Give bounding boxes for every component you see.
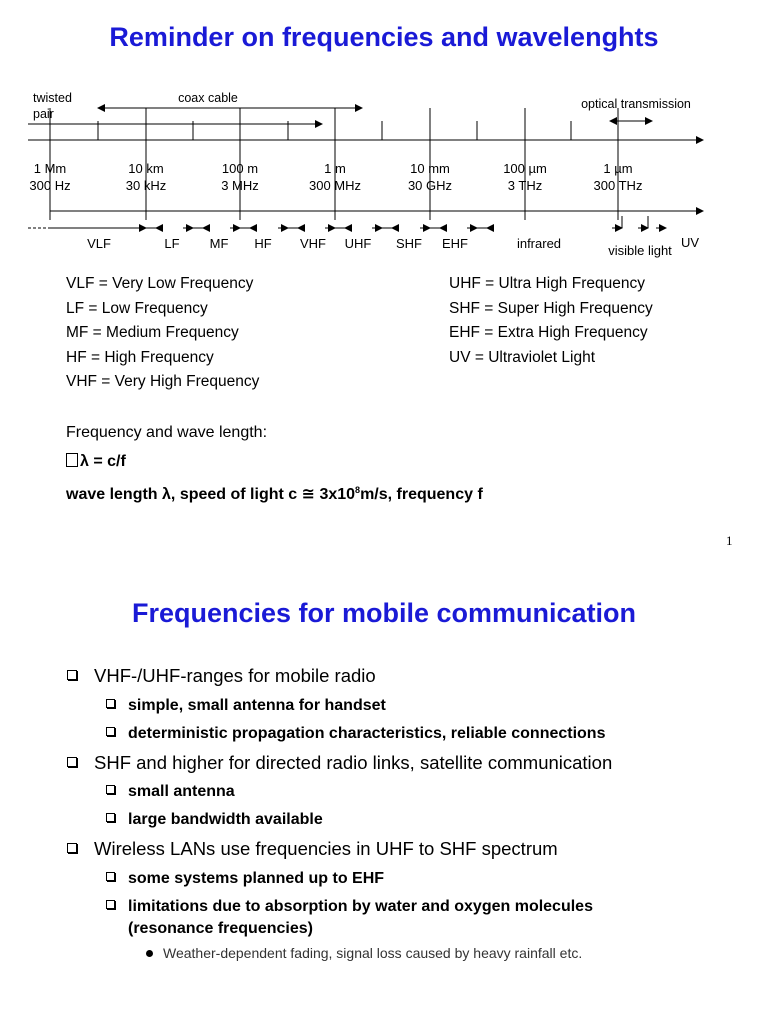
bullet-text: VHF-/UHF-ranges for mobile radio (94, 665, 376, 686)
abbreviation-item: LF = Low Frequency (66, 299, 208, 317)
band-label-uv: UV (680, 235, 700, 250)
bullet-text: deterministic propagation characteristics, reliable connections (128, 725, 606, 742)
bullet-box-icon (106, 699, 115, 708)
bullet-box-icon (106, 785, 115, 794)
tick-wavelength-label: 1 Mm (33, 161, 67, 176)
bullet-box-icon (106, 872, 115, 881)
abbreviation-list-right (449, 272, 653, 370)
tick-wavelength-label: 1 m (324, 161, 346, 176)
tick-frequency-label: 300 MHz (308, 178, 362, 193)
bullet-item-level-2 (128, 918, 313, 940)
band-label-ehf: EHF (442, 236, 468, 251)
tick-wavelength-label: 100 µm (503, 161, 547, 176)
band-label-vhf: VHF (300, 236, 326, 251)
abbreviation-item: UHF = Ultra High Frequency (449, 275, 645, 292)
abbreviation-item: SHF = Super High Frequency (449, 299, 653, 317)
optical-transmission-label: optical transmission (581, 97, 691, 111)
legend-suffix: m/s, frequency f (360, 486, 483, 503)
bullet-text: Weather-dependent fading, signal loss caused by heavy rainfall etc. (163, 945, 583, 961)
abbreviation-item: HF = High Frequency (66, 348, 214, 366)
bullet-text: SHF and higher for directed radio links, satellite communication (94, 752, 613, 773)
abbreviation-item: MF = Medium Frequency (66, 324, 239, 341)
bullet-box-icon (67, 843, 77, 853)
bullet-text: simple, small antenna for handset (128, 697, 386, 714)
bullet-text: small antenna (128, 783, 235, 800)
bullet-text: (resonance frequencies) (128, 920, 313, 937)
frequency-spectrum-diagram (0, 80, 768, 270)
bullet-box-icon (106, 813, 115, 822)
bullet-item-level-2 (128, 723, 605, 745)
tick-frequency-label: 300 THz (593, 178, 643, 193)
bullet-box-icon (106, 900, 115, 909)
bullet-box-icon (67, 670, 77, 680)
band-label-visible-light: visible light (608, 243, 672, 258)
missing-glyph-box-icon (66, 453, 78, 467)
tick-frequency-label: 30 kHz (125, 178, 167, 193)
legend-exponent: 8 (355, 485, 361, 495)
band-label-hf: HF (254, 236, 272, 251)
bullet-item-level-2 (128, 896, 593, 918)
tick-wavelength-label: 10 km (128, 161, 164, 176)
formula-heading: Frequency and wave length: (66, 424, 268, 441)
bullet-text: limitations due to absorption by water and oxygen molecules (128, 898, 593, 915)
tick-wavelength-label: 10 mm (410, 161, 450, 176)
equation-text: λ = c/f (80, 453, 126, 470)
tick-frequency-label: 3 MHz (221, 178, 259, 193)
bullet-item-level-2 (128, 695, 386, 717)
bullet-box-icon (106, 727, 115, 736)
bullet-item-level-2 (128, 781, 235, 803)
bullet-item-level-1 (94, 752, 612, 774)
bullet-text: large bandwidth available (128, 811, 323, 828)
twisted-pair-label: twisted (33, 91, 72, 105)
tick-wavelength-label: 1 µm (603, 161, 633, 176)
bullet-item-level-1 (94, 838, 558, 860)
band-label-infrared: infrared (516, 236, 562, 251)
tick-wavelength-label: 100 m (221, 161, 259, 176)
bullet-dot-icon (146, 950, 153, 957)
bullet-item-level-2 (128, 809, 323, 831)
formula-equation (66, 453, 126, 471)
coax-cable-label: coax cable (178, 91, 238, 105)
abbreviation-item: VLF = Very Low Frequency (66, 275, 254, 292)
band-label-lf: LF (164, 236, 180, 251)
bullet-item-level-1 (94, 665, 376, 687)
slide2-title: Frequencies for mobile communication (131, 598, 637, 628)
band-label-vlf: VLF (87, 236, 111, 251)
slide1-title: Reminder on frequencies and wavelenghts (109, 22, 659, 52)
tick-frequency-label: 300 Hz (29, 178, 71, 193)
formula-legend (66, 484, 483, 504)
bullet-text: Wireless LANs use frequencies in UHF to SHF spectrum (94, 838, 558, 859)
bullet-item-level-2 (128, 868, 384, 890)
tick-frequency-label: 30 GHz (407, 178, 453, 193)
band-label-mf: MF (209, 236, 229, 251)
bullet-text: some systems planned up to EHF (128, 870, 385, 887)
abbreviation-item: EHF = Extra High Frequency (449, 324, 648, 341)
band-label-uhf: UHF (344, 236, 372, 251)
abbreviation-item: VHF = Very High Frequency (66, 373, 260, 390)
abbreviation-list-left (66, 272, 259, 395)
legend-prefix: wave length λ, speed of light c ≅ 3x10 (66, 486, 356, 503)
twisted-pair-label: pair (33, 107, 54, 121)
tick-frequency-label: 3 THz (507, 178, 543, 193)
abbreviation-item: UV = Ultraviolet Light (449, 348, 596, 366)
bullet-item-level-3 (163, 945, 582, 961)
bullet-box-icon (67, 757, 77, 767)
band-label-shf: SHF (396, 236, 422, 251)
page-number: 1 (726, 533, 733, 548)
